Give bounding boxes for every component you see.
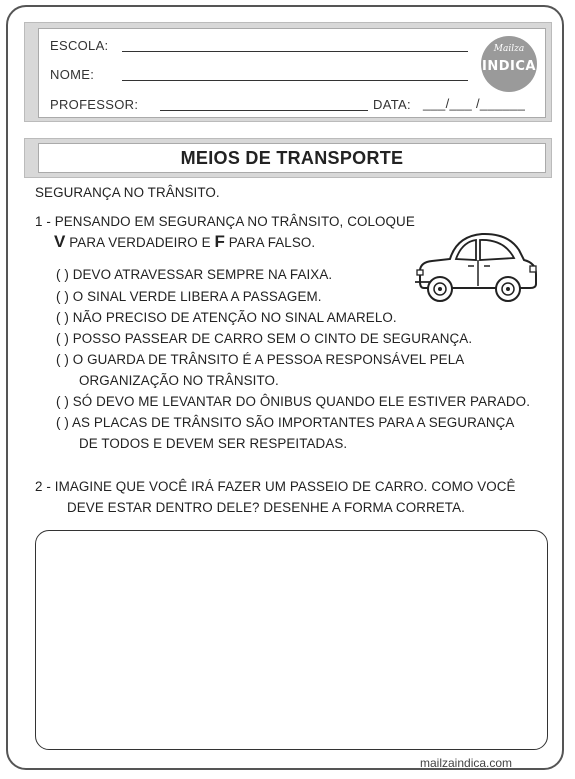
f-letter: F — [214, 232, 225, 251]
q1-end-text: PARA FALSO. — [224, 235, 316, 250]
escola-label: ESCOLA: — [50, 38, 109, 53]
q2-prompt-line2: DEVE ESTAR DENTRO DELE? DESENHE A FORMA CORRETA. — [67, 500, 465, 515]
worksheet-title: MEIOS DE TRANSPORTE — [38, 143, 546, 173]
q1-item-2[interactable]: ( ) O SINAL VERDE LIBERA A PASSAGEM. — [56, 289, 322, 304]
car-illustration — [412, 230, 540, 306]
q1-item-3[interactable]: ( ) NÃO PRECISO DE ATENÇÃO NO SINAL AMARELO. — [56, 310, 397, 325]
date-blanks[interactable]: ___/___ /______ — [423, 96, 526, 111]
data-label: DATA: — [373, 97, 411, 112]
q1-item-1[interactable]: ( ) DEVO ATRAVESSAR SEMPRE NA FAIXA. — [56, 267, 333, 282]
q1-prompt-line2 — [54, 232, 315, 252]
nome-line[interactable] — [122, 80, 468, 81]
q1-mid-text: PARA VERDADEIRO E — [65, 235, 215, 250]
nome-label: NOME: — [50, 67, 95, 82]
q1-item-7-cont: DE TODOS E DEVEM SER RESPEITADAS. — [79, 436, 348, 451]
mailza-indica-logo — [481, 36, 537, 92]
q1-item-5[interactable]: ( ) O GUARDA DE TRÂNSITO É A PESSOA RESPONSÁVEL PELA — [56, 352, 465, 367]
subtitle: SEGURANÇA NO TRÂNSITO. — [35, 185, 220, 200]
footer-url: mailzaindica.com — [420, 756, 513, 770]
q1-item-4[interactable]: ( ) POSSO PASSEAR DE CARRO SEM O CINTO DE SEGURANÇA. — [56, 331, 473, 346]
escola-line[interactable] — [122, 51, 468, 52]
drawing-area[interactable] — [35, 530, 548, 750]
q1-item-6[interactable]: ( ) SÓ DEVO ME LEVANTAR DO ÔNIBUS QUANDO ELE ESTIVER PARADO. — [56, 394, 531, 409]
logo-text-bottom: INDICA — [482, 59, 536, 74]
logo-text-top: Mailza — [493, 44, 525, 54]
professor-line[interactable] — [160, 110, 368, 111]
q2-prompt-line1: 2 - IMAGINE QUE VOCÊ IRÁ FAZER UM PASSEIO DE CARRO. COMO VOCÊ — [35, 479, 516, 494]
v-letter: V — [54, 232, 66, 251]
q1-item-7[interactable]: ( ) AS PLACAS DE TRÂNSITO SÃO IMPORTANTES PARA A SEGURANÇA — [56, 415, 515, 430]
professor-label: PROFESSOR: — [50, 97, 139, 112]
q1-prompt-line1: 1 - PENSANDO EM SEGURANÇA NO TRÂNSITO, COLOQUE — [35, 214, 415, 229]
q1-item-5-cont: ORGANIZAÇÃO NO TRÂNSITO. — [79, 373, 279, 388]
